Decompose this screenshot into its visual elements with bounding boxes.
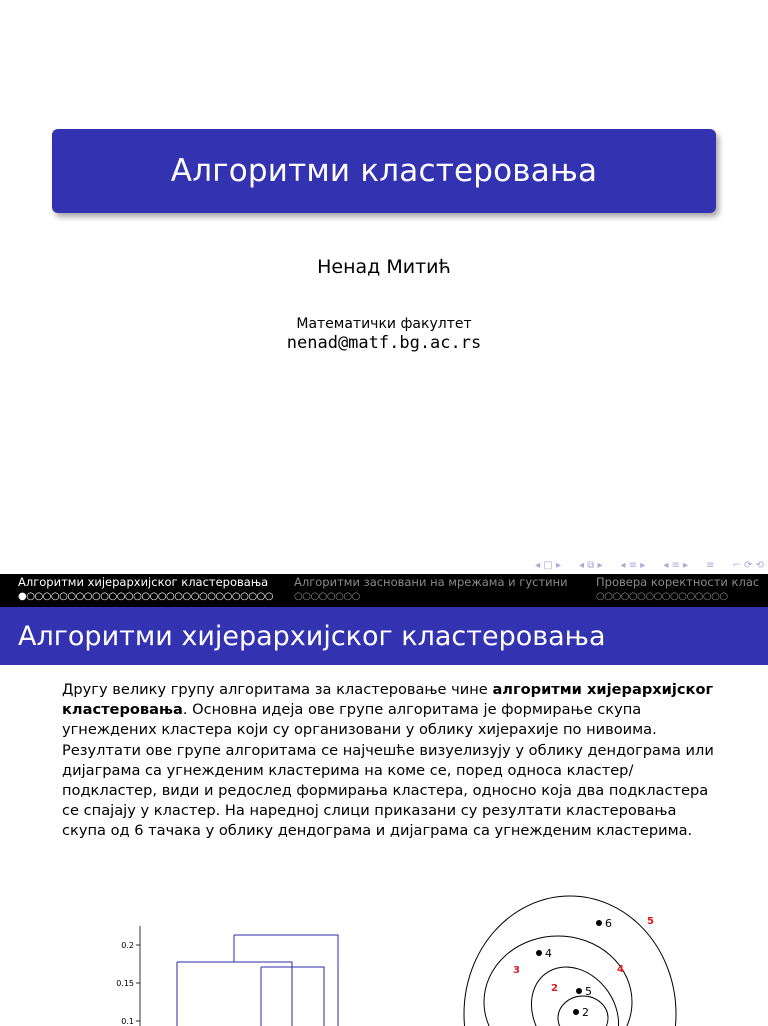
point-4 [536,950,542,956]
cluster-3-ellipse [484,936,632,1026]
point-label-5: 5 [585,985,592,998]
frame-title-bar [0,607,768,665]
point-label-6: 6 [605,917,612,930]
frame-body-text [62,680,722,842]
dendrogram-top-merge [234,935,338,1026]
y-tick-label-2: 0.15 [116,979,134,988]
dendrogram-branches [177,935,338,1026]
nav-dots-grid-density[interactable]: ○○○○○○○○ [294,591,360,602]
author-name: Ненад Митић [317,256,451,278]
point-6 [596,920,602,926]
body-text-bold: алгоритми хијерархијског кластеровања [62,681,714,719]
nav-section-validation[interactable]: Провера коректности клас [596,575,760,589]
body-text-part2: . Основна идеја ове групе алгоритама је формирање скупа угнеждених кластера који су организовани у облику хијерахије по нивоима. Резултати ове групе алгоритама се најчешће визуелизују у облику дендограма или дијаграма са угнежденим кластерима на коме се, поред односа кластер/подкластер, види и редослед формирања кластера, односно која два подкластера се спајају у кластер. На наредној слици приказани су резултати кластеровања скупа од 6 тачака у облику дендограма и дијаграма са угнежденим кластерима. [62,701,714,840]
nav-frame-icon[interactable]: ◂ □ ▸ [535,560,561,571]
presentation-title: Алгоритми кластеровања [170,153,598,189]
cluster-label-2: 2 [551,983,558,994]
y-tick-label-1: 0.2 [121,941,134,950]
section-navigation-bar [0,574,768,607]
cluster-5-ellipse [464,896,676,1026]
nav-dots-validation[interactable]: ○○○○○○○○○○○○○○○○ [596,591,728,602]
nav-section-grid-density[interactable]: Алгоритми засновани на мрежама и густини [294,575,568,589]
point-2 [573,1009,579,1015]
frame-title: Алгоритми хијерархијског кластеровања [18,620,606,652]
cluster-label-5: 5 [647,916,654,927]
beamer-navigation [535,560,764,571]
title-box [52,129,716,213]
point-label-4: 4 [545,947,552,960]
content-slide [0,574,768,1024]
cluster-label-4: 4 [617,964,624,975]
nav-toc-icon[interactable]: ≡ [706,560,715,571]
y-tick-label-3: 0.1 [121,1017,134,1026]
nav-subsection-icon[interactable]: ◂ ⧉ ▸ [579,560,603,571]
nav-section-icon[interactable]: ◂ ≡ ▸ [620,560,646,571]
institute-name: Математички факултет [296,316,472,332]
nested-clusters-figure [455,894,695,1026]
dendrogram-mid-merge [177,962,292,1026]
nav-search-icon[interactable]: ⌐ ⟳ ⟲ [732,560,764,571]
body-text-part1: Другу велику групу алгоритама за кластеровање чине [62,681,493,698]
point-5 [576,988,582,994]
point-label-2: 2 [582,1006,589,1019]
nav-dots-hierarchical[interactable]: ●○○○○○○○○○○○○○○○○○○○○○○○○○○○○○○ [18,591,273,602]
cluster-label-3: 3 [513,965,520,976]
nav-section-icon-2[interactable]: ◂ ≡ ▸ [663,560,689,571]
dendrogram-figure [100,926,380,1026]
nav-section-hierarchical[interactable]: Алгоритми хијерархијског кластеровања [18,575,269,589]
author-email: nenad@matf.bg.ac.rs [286,333,482,353]
